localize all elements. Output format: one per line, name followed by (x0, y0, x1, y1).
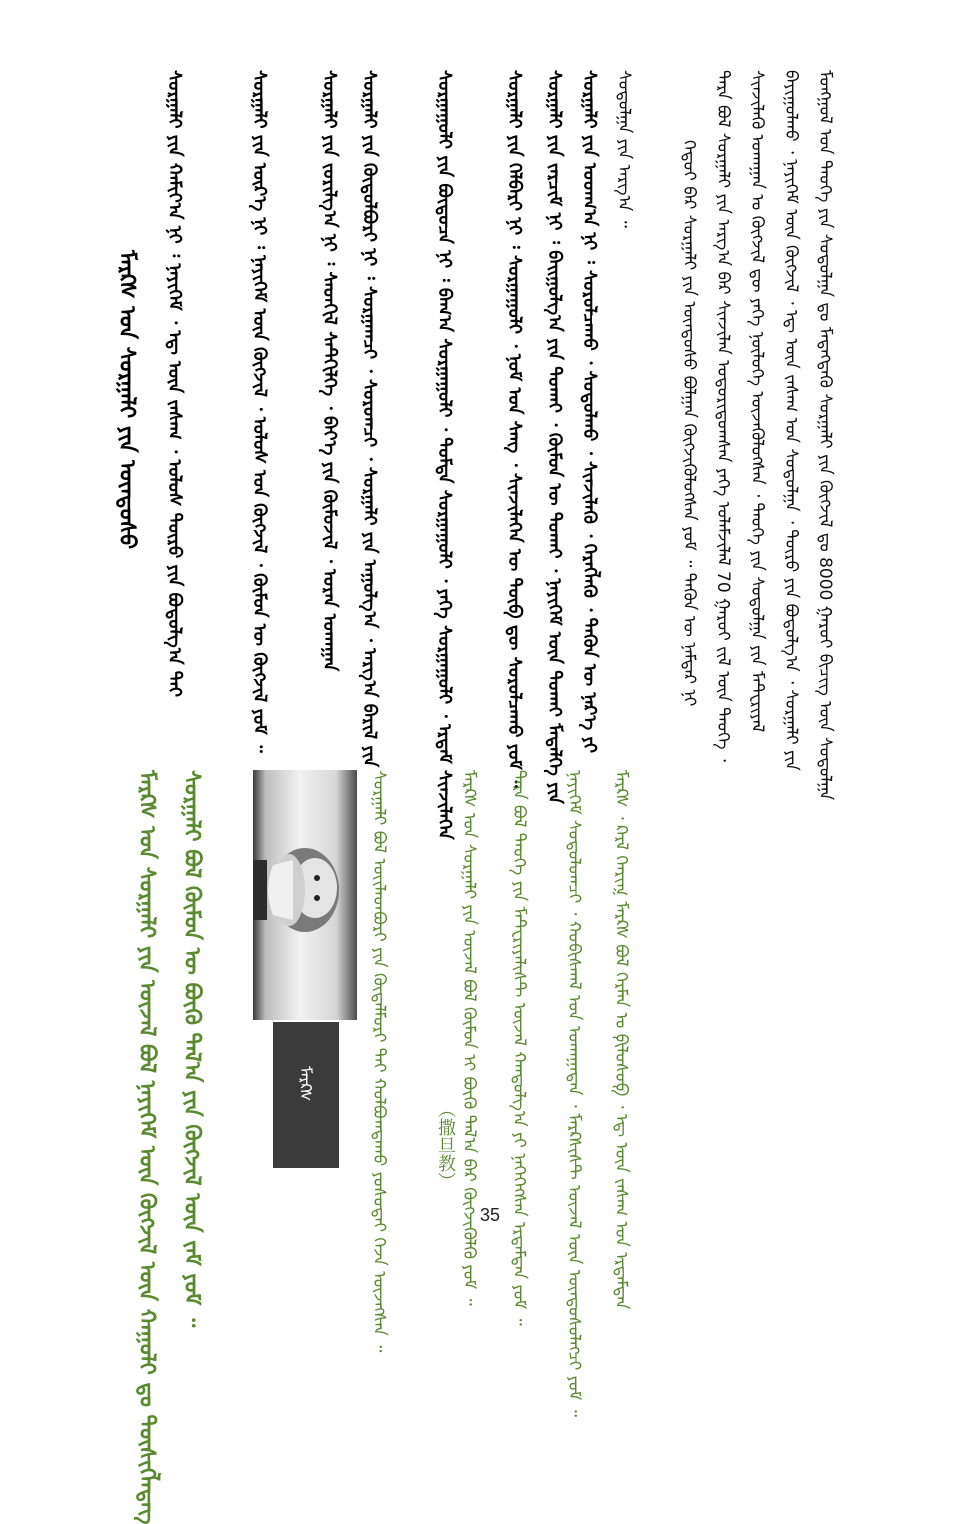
green-note-column: ᠮᠠᠷᠺᠰ ᠂ ᠺᠠᠷᠯ ᠬᠡᠨᠷᠢᠬ᠋ ᠮᠠᠷᠺᠰ ᠪᠣᠯ ᠭᠡᠷᠮᠠᠨ ᠤ ᠹᠢᠯᠣᠰᠣᠹ ᠂ ᠡᠳ᠋ ᠦᠨ ᠵᠠᠰᠠᠭ ᠤᠨ ᠡᠷᠳᠡᠮᠲᠡᠨ (611, 770, 631, 1310)
chinese-caption: （撒旦教） (435, 1100, 456, 1190)
bold-term-column: ᠰᠤᠷᠭᠠᠯᠢ ᠶᠢᠨ ᠬᠥᠲᠦᠯᠪᠦᠷᠢ ᠨᠢ ᠄ ᠰᠤᠷᠭᠠᠭᠴᠢ ᠂ ᠰᠤᠷᠤᠭᠴᠢ ᠂ ᠰᠤᠷᠭᠠᠯᠢ ᠶᠢᠨ ᠠᠭᠤᠯᠭ᠎ᠠ ᠂ ᠠᠷᠭ᠎ᠠ ᠪᠠᠷᠢᠯ ᠶᠢᠨ (359, 70, 380, 768)
portrait-label-box (273, 1022, 339, 1168)
page-number: 35 (479, 1205, 501, 1225)
portrait-label: ᠮᠠᠷᠺᠰ (296, 1066, 315, 1102)
bold-term-column: ᠰᠤᠷᠭᠠᠯᠢ ᠶᠢᠨ ᠵᠠᠷᠴᠢᠮ ᠨᠢ ᠄ ᠪᠠᠢᠭᠤᠯᠭ᠎ᠠ ᠶᠢᠨ ᠲᠤᠬᠠᠢ ᠂ ᠬᠦᠮᠦᠨ ᠦ ᠲᠤᠬᠠᠢ ᠂ ᠨᠡᠶᠢᠭᠡᠮ ᠦᠨ ᠲᠤᠬᠠᠢ ᠮᠡᠳᠡᠯᠭᠡ ᠶᠢᠨ (544, 70, 565, 804)
portrait-image (253, 770, 357, 1020)
bold-term-column: ᠰᠤᠷᠭᠠᠭᠤᠯᠢ ᠶᠢᠨ ᠪᠦᠲᠦᠴᠡ ᠨᠢ ᠄ ᠪᠠᠭ᠎ᠠ ᠰᠤᠷᠭᠠᠭᠤᠯᠢ ᠂ ᠳᠤᠮᠳᠠ ᠰᠤᠷᠭᠠᠭᠤᠯᠢ ᠂ ᠶᠡᠬᠡ ᠰᠤᠷᠭᠠᠭᠤᠯᠢ ᠂ ᠡᠷᠳᠡᠮ ᠰᠢᠨᠵᠢᠯᠡᠭᠡᠨ (434, 70, 455, 840)
bold-term-column: ᠰᠤᠷᠭᠠᠯᠢ ᠶᠢᠨ ᠤᠳᠬ᠎ᠠ ᠨᠢ ᠄ ᠰᠤᠷᠤᠯᠴᠠᠬᠤ ᠂ ᠰᠤᠳᠤᠯᠬᠤ ᠂ ᠰᠢᠨᠵᠢᠯᠡᠬᠦ ᠂ ᠬᠡᠷᠡᠭᠯᠡᠬᠦ ᠂ ᠲᠡᠭᠦᠨ ᠦ ᠨᠡᠷ᠎ᠡ ᠶᠢ (579, 70, 600, 754)
bold-term-column: ᠰᠤᠷᠭᠠᠯᠢ ᠶᠢᠨ ᠬᠡᠯᠪᠡᠷᠢ ᠨᠢ ᠄ ᠰᠤᠷᠭᠠᠭᠤᠯᠢ ᠂ ᠨᠣᠮ ᠤᠨ ᠰᠠᠩ ᠂ ᠰᠢᠨᠵᠢᠯᠡᠭᠡᠨ ᠦ ᠲᠥᠪ ᠳᠦ ᠰᠤᠷᠤᠯᠴᠠᠬᠤ ᠶᠤᠮ ᠃ (504, 70, 525, 788)
green-bold-column: ᠮᠠᠷᠺᠰ ᠤᠨ ᠰᠤᠷᠭᠠᠯᠢ ᠶᠢᠨ ᠦᠵᠡᠯ ᠪᠣᠯ ᠨᠡᠶᠢᠭᠡᠮ ᠦᠨ ᠬᠥᠭᠵᠢᠯ ᠦᠨ ᠬᠠᠭᠤᠯᠢ ᠳᠤ ᠲᠦᠰᠢᠭᠯᠡᠳᠡᠭ (134, 770, 159, 1524)
green-note-column: ᠰᠤᠷᠭᠠᠯᠢ ᠪᠣᠯ ᠦᠢᠯᠡᠳᠪᠦᠷᠢ ᠶᠢᠨ ᠬᠥᠳᠡᠯᠮᠦᠷᠢ ᠲᠡᠢ ᠬᠣᠯᠪᠤᠭᠳᠠᠬᠤ ᠶᠣᠰᠣᠲᠠᠢ ᠭᠡᠵᠡ ᠦᠵᠡᠭᠰᠡᠨ ᠃ (369, 770, 389, 1353)
body-column: ᠪᠠᠶᠢᠭᠤᠯᠬᠤ ᠂ ᠨᠡᠶᠢᠭᠡᠮ ᠦᠨ ᠬᠥᠭᠵᠢᠯ ᠂ ᠡᠳ᠋ ᠦᠨ ᠵᠠᠰᠠᠭ ᠤᠨ ᠰᠤᠳᠤᠯᠭᠠ ᠂ ᠲᠦᠷᠦ ᠶᠢᠨ ᠪᠣᠳᠤᠯᠭ᠎ᠠ ᠂ ᠰᠤᠷᠭᠠᠯᠢ ᠶᠢᠨ (781, 70, 801, 771)
bold-term-column: ᠰᠤᠷᠭᠠᠯᠢ ᠶᠢᠨ ᠬᠠᠮᠢᠶ᠎ᠠ ᠨᠢ ᠄ ᠨᠡᠶᠢᠭᠡᠮ ᠂ ᠡᠳ᠋ ᠦᠨ ᠵᠠᠰᠠᠭ ᠂ ᠤᠯᠤᠰ ᠲᠥᠷᠦ ᠶᠢᠨ ᠪᠣᠳᠤᠯᠭ᠎ᠠ ᠲᠠᠢ (164, 70, 185, 697)
green-note-column: ᠮᠠᠷᠺᠰ ᠤᠨ ᠰᠤᠷᠭᠠᠯᠢ ᠶᠢᠨ ᠦᠵᠡᠯ ᠪᠣᠯ ᠬᠦᠮᠦᠨ ᠢ ᠪᠦᠬᠦ ᠲᠠᠯ᠎ᠠ ᠪᠠᠷ ᠬᠥᠭᠵᠢᠭᠦᠯᠬᠦ ᠶᠤᠮ ᠃ (459, 770, 479, 1306)
green-note-column: ᠲᠡᠷᠡ ᠪᠣᠯ ᠲᠡᠦᠬᠡ ᠶᠢᠨ ᠮᠠᠲ᠋ᠧᠷᠢᠶᠠᠯᠢᠰᠲ ᠦᠵᠡᠯ ᠬᠠᠨᠳᠤᠯᠭ᠎ᠠ ᠶᠢ ᠨᠡᠭᠡᠭᠡᠭᠰᠡᠨ ᠡᠷᠳᠡᠮᠲᠡᠨ ᠶᠤᠮ ᠃ (509, 770, 529, 1326)
bold-term-column: ᠰᠤᠷᠭᠠᠯᠢ ᠶᠢᠨ ᠵᠣᠷᠢᠯᠭ᠎ᠠ ᠨᠢ ᠄ ᠰᠡᠳᠬᠢᠯ ᠰᠡᠲᠬᠢᠯᠭᠡ ᠂ ᠪᠡᠶ᠎ᠡ ᠶᠢᠨ ᠬᠦᠮᠦᠵᠢᠯ ᠂ ᠤᠷᠠᠨ ᠤᠬᠠᠭᠠᠨ (319, 70, 340, 672)
body-column: ᠲᠡᠷᠡ ᠪᠣᠯ ᠰᠤᠷᠭᠠᠯᠢ ᠶᠢᠨ ᠠᠷᠭ᠎ᠠ ᠪᠠᠷ ᠰᠢᠨᠵᠢᠯᠡᠨ ᠤᠳᠤᠷᠢᠳᠤᠭᠰᠠᠨ ᠶᠡᠬᠡ ᠤᠯᠠᠮᠵᠢᠯᠠᠯ 70 ᠭᠠᠷᠤᠢ ᠵᠢᠯ ᠦᠨ ᠲᠡᠦᠬᠡ ᠂ (713, 70, 733, 762)
body-column: ᠬᠡᠳᠦᠢ ᠪᠠᠷ ᠰᠤᠷᠭᠠᠯᠢ ᠶᠢᠨ ᠦᠨᠳᠦᠰᠦ ᠪᠣᠯᠭᠠᠨ ᠬᠥᠭᠵᠢᠭᠦᠯᠦᠭᠰᠡᠨ ᠶᠤᠮ ᠃ ᠲᠡᠭᠦᠨ ᠦ ᠨᠠᠮᠲᠠᠷ ᠨᠢ (679, 140, 699, 707)
body-column: ᠰᠢᠨᠵᠢᠯᠡᠬᠦ ᠤᠬᠠᠭᠠᠨ ᠤ ᠬᠥᠭᠵᠢᠯ ᠳᠦ ᠶᠡᠬᠡ ᠨᠥᠯᠦᠭᠡ ᠦᠵᠡᠭᠦᠯᠦᠭᠰᠡᠨ ᠂ ᠲᠡᠦᠬᠡ ᠶᠢᠨ ᠰᠤᠳᠤᠯᠭᠠ ᠶᠢᠨ ᠮᠠᠲ᠋ᠧᠷᠢᠶᠠᠯ (747, 70, 767, 733)
page-title: ᠮᠠᠷᠺᠰ ᠤᠨ ᠰᠤᠷᠭᠠᠯᠢ ᠶᠢᠨ ᠦᠨᠳᠦᠰᠦ (114, 250, 139, 550)
green-note-column: ᠨᠡᠶᠢᠭᠡᠮ ᠰᠤᠳᠤᠯᠤᠭᠴᠢ ᠂ ᠬᠤᠪᠢᠰᠬᠠᠯ ᠤᠨ ᠤᠬᠠᠭᠠᠲᠠᠨ ᠂ ᠮᠠᠷᠺᠰᠢᠰᠲ ᠦᠵᠡᠯ ᠦᠨ ᠦᠨᠳᠦᠰᠦᠯᠡᠭᠴᠢ ᠶᠤᠮ ᠃ (564, 770, 584, 1417)
body-column: ᠰᠤᠳᠤᠯᠭᠠ ᠶᠢᠨ ᠠᠷᠭ᠎ᠠ ᠃ (614, 70, 634, 228)
body-column: ᠮᠣᠩᠭᠤᠯ ᠤᠨ ᠲᠡᠦᠬᠡ ᠶᠢᠨ ᠰᠤᠳᠤᠯᠭᠠ ᠳᠤ ᠮᠡᠳᠡᠭᠳᠡᠬᠦ ᠰᠤᠷᠭᠠᠯᠢ ᠶᠢᠨ ᠬᠥᠭᠵᠢᠯ ᠳᠤ 8000 ᠭᠠᠷᠤᠢ ᠪᠢᠴᠢᠭ ᠦᠨ ᠰᠤᠳᠤᠯᠭᠠ (815, 70, 835, 801)
portrait-figure-icon (253, 770, 357, 1020)
bold-term-column: ᠰᠤᠷᠭᠠᠯᠢ ᠶᠢᠨ ᠦᠷ᠎ᠡ ᠨᠢ ᠄ ᠨᠡᠶᠢᠭᠡᠮ ᠦᠨ ᠬᠥᠭᠵᠢᠯ ᠂ ᠤᠯᠤᠰ ᠤᠨ ᠬᠥᠭᠵᠢᠯ ᠂ ᠬᠦᠮᠦᠨ ᠦ ᠬᠥᠭᠵᠢᠯ ᠶᠤᠮ ᠃ (249, 70, 270, 753)
green-bold-column: ᠰᠤᠷᠭᠠᠯᠢ ᠪᠣᠯ ᠬᠦᠮᠦᠨ ᠦ ᠪᠦᠬᠦ ᠲᠠᠯ᠎ᠠ ᠶᠢᠨ ᠬᠥᠭᠵᠢᠯ ᠦᠨ ᠵᠠᠮ ᠶᠤᠮ ᠃ (179, 770, 204, 1328)
